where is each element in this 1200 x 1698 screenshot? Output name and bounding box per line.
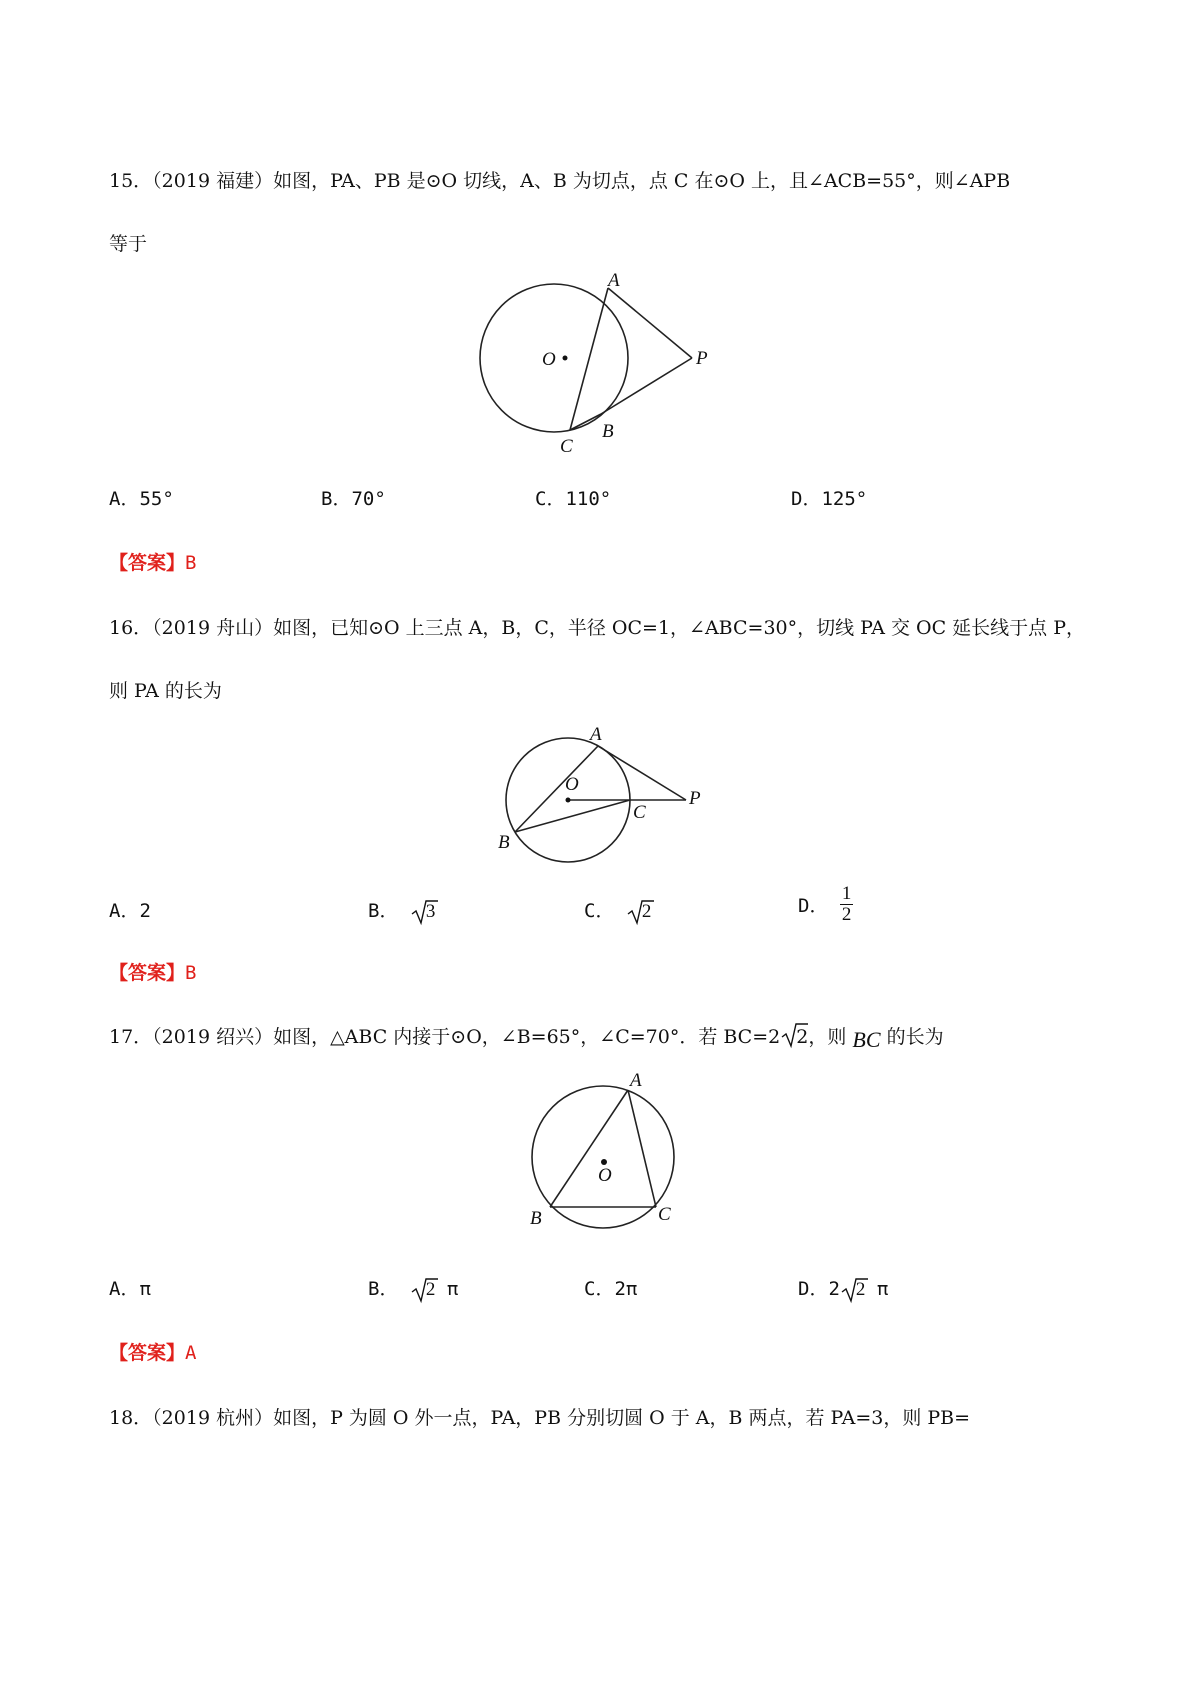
q17-text-part1: 17．（2019 绍兴）如图，△ABC 内接于⊙O，∠B=65°，∠C=70°．若 BC=2 [109,1026,781,1048]
q15-tangent-pb [601,358,692,414]
q15-option-c: C．110° [535,488,612,510]
answer-label: 【答案】 [109,552,186,574]
q15-tangent-pa [608,288,692,358]
q16-option-a: A．2 [109,900,151,922]
q16-text-line1: 16．（2019 舟山）如图，已知⊙O 上三点 A，B，C，半径 OC=1，∠ABC=30°，切线 PA 交 OC 延长线于点 P， [109,617,1085,639]
pi-symbol: π [876,1278,889,1300]
q15-label-a: A [608,272,620,291]
q17-label-b: B [530,1208,542,1229]
q15-label-b: B [602,421,614,442]
q16-label-p: P [689,788,701,809]
q17-answer [109,1338,196,1365]
option-prefix: D．2 [798,1278,840,1300]
q17-option-b [368,1274,458,1304]
q15-text-line2: 等于 [109,233,148,255]
q15-option-d: D．125° [791,488,868,510]
answer-value: B [185,552,197,574]
option-prefix: B． [368,1278,399,1300]
answer-label: 【答案】 [109,962,186,984]
q15-answer [109,548,196,575]
radicand: 2 [641,901,652,922]
q15-label-o: O [542,349,556,370]
q17-label-c: C [658,1204,671,1225]
radicand: 2 [796,1026,809,1048]
q16-chord-ab [515,746,598,832]
fraction-denominator: 2 [841,904,852,925]
q16-label-o: O [565,774,579,795]
q15-label-c: C [560,436,573,457]
q16-text-line2: 则 PA 的长为 [109,680,222,702]
q16-option-d [798,884,853,925]
option-prefix: B． [368,900,399,922]
q15-option-b: B．70° [321,488,386,510]
fraction-numerator: 1 [841,883,852,904]
q16-label-a: A [590,724,602,745]
answer-value: B [185,962,197,984]
q16-figure [490,718,720,882]
q17-text-part2: ，则 [808,1026,847,1048]
q17-option-d [798,1274,888,1304]
option-prefix: C． [584,900,615,922]
fraction [840,884,854,925]
radicand: 2 [855,1279,866,1300]
q17-figure [520,1072,690,1236]
q17-text-part3: 的长为 [886,1026,944,1048]
q16-option-b [368,896,435,926]
q15-chord-cb [570,414,601,430]
answer-label: 【答案】 [109,1342,186,1364]
q17-text-line1 [109,1021,944,1053]
q15-label-p: P [696,348,708,369]
q17-option-c: C．2π [584,1278,638,1300]
answer-value: A [185,1342,197,1364]
q17-side-ac [628,1090,656,1207]
q15-figure [470,272,730,466]
q15-text-line1: 15．（2019 福建）如图，PA、PB 是⊙O 切线，A、B 为切点，点 C 在⊙O 上，且∠ACB=55°，则∠APB [109,170,1011,192]
q17-label-a: A [630,1072,642,1091]
q15-chord-ac [570,288,608,430]
q16-chord-bc [515,800,630,832]
q16-answer [109,958,196,985]
arc-bc: BC [852,1027,881,1052]
q17-side-ab [550,1090,628,1207]
q16-label-c: C [633,802,646,823]
q15-option-a: A．55° [109,488,174,510]
q17-label-o: O [598,1165,612,1186]
q15-center-dot [563,356,568,361]
pi-symbol: π [446,1278,459,1300]
q18-text-line1: 18．（2019 杭州）如图，P 为圆 O 外一点，PA，PB 分别切圆 O 于 A，B 两点，若 PA=3，则 PB= [109,1407,971,1429]
q16-option-c [584,896,651,926]
radicand: 2 [425,1279,436,1300]
q16-tangent-pa [598,746,686,800]
q16-label-b: B [498,832,510,853]
radicand: 3 [425,901,436,922]
option-prefix: D． [798,895,829,917]
q17-option-a: A．π [109,1278,151,1300]
q16-center-dot [566,798,571,803]
